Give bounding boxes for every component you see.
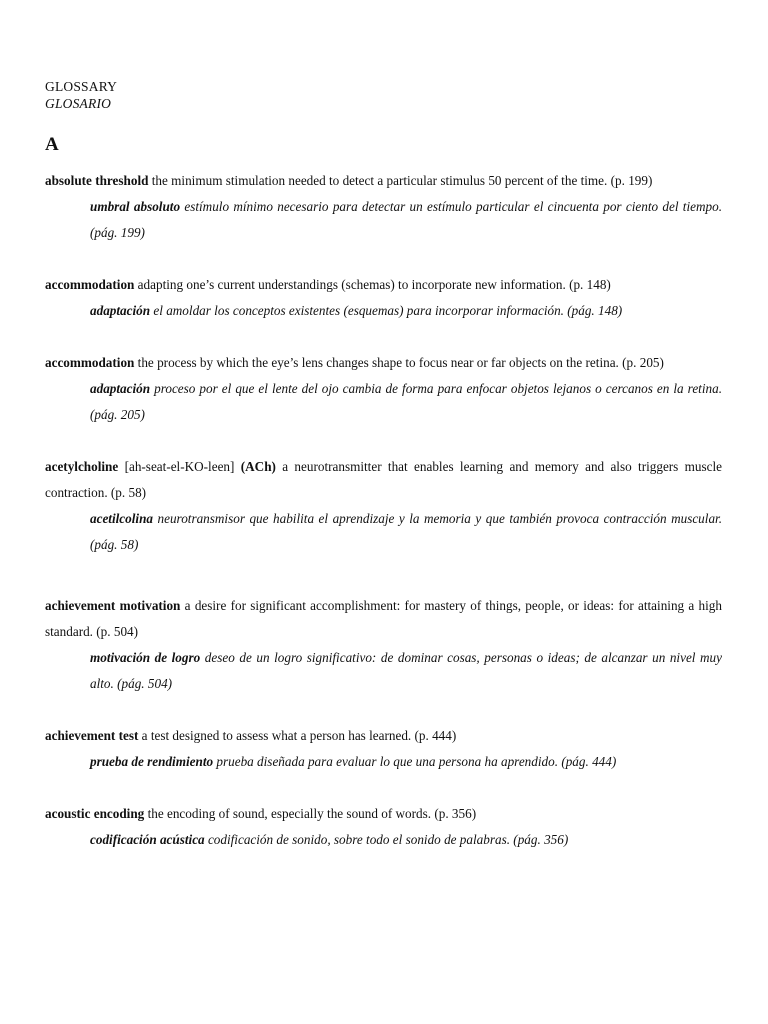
glossary-entry [45, 801, 722, 853]
english-definition-text: the process by which the eye’s lens changes shape to focus near or far objects on the retina. (p. 205) [134, 355, 664, 370]
spanish-definition-text: prueba diseñada para evaluar lo que una persona ha aprendido. (pág. 444) [213, 754, 617, 769]
glossary-entry [45, 593, 722, 697]
glosario-title: GLOSARIO [45, 96, 112, 111]
english-term: accommodation [45, 355, 135, 370]
english-definition-text: a test designed to assess what a person has learned. (p. 444) [138, 728, 457, 743]
spanish-definition [90, 645, 722, 697]
glossary-entry [45, 454, 722, 558]
english-definition-text: a desire for significant accomplishment: for mastery of things, people, or ideas: for attaining a high standard. (p. 504) [45, 598, 722, 639]
spanish-definition-text: neurotransmisor que habilita el aprendizaje y la memoria y que también provoca contracción muscular. (pág. 58) [90, 511, 722, 552]
spanish-definition-text: el amoldar los conceptos existentes (esquemas) para incorporar información. (pág. 148) [150, 303, 623, 318]
glossary-entry [45, 723, 722, 775]
spanish-term: motivación de logro [90, 650, 201, 665]
section-letter-heading: A [45, 134, 59, 155]
spanish-term: prueba de rendimiento [90, 754, 214, 769]
spanish-definition [90, 506, 722, 558]
english-term: acoustic encoding [45, 806, 145, 821]
english-definition [45, 350, 722, 376]
spanish-definition-text: codificación de sonido, sobre todo el sonido de palabras. (pág. 356) [204, 832, 569, 847]
english-definition-text: the minimum stimulation needed to detect a particular stimulus 50 percent of the time. (p. 199) [148, 173, 653, 188]
spanish-definition-text: estímulo mínimo necesario para detectar un estímulo particular el cincuenta por ciento del tiempo. (pág. 199) [90, 199, 722, 240]
spanish-term: adaptación [90, 381, 151, 396]
spanish-definition [90, 827, 722, 853]
glossary-entry [45, 350, 722, 428]
english-definition [45, 454, 722, 506]
english-term: accommodation [45, 277, 135, 292]
pronunciation: [ah-seat-el-KO-leen] [118, 459, 241, 474]
spanish-term: umbral absoluto [90, 199, 181, 214]
english-definition-text: adapting one’s current understandings (schemas) to incorporate new information. (p. 148) [134, 277, 611, 292]
glossary-entry [45, 168, 722, 246]
english-definition-text: the encoding of sound, especially the sound of words. (p. 356) [144, 806, 477, 821]
glossary-entry [45, 272, 722, 324]
spanish-definition [90, 298, 722, 324]
english-term: absolute threshold [45, 173, 149, 188]
english-term: achievement test [45, 728, 139, 743]
spanish-term: codificación acústica [90, 832, 205, 847]
spanish-definition [90, 194, 722, 246]
english-term: achievement motivation [45, 598, 181, 613]
english-definition [45, 723, 722, 749]
english-definition [45, 168, 722, 194]
glossary-title: GLOSSARY [45, 79, 118, 94]
english-definition [45, 272, 722, 298]
spanish-definition-text: proceso por el que el lente del ojo cambia de forma para enfocar objetos lejanos o cercanos en la retina. (pág. 205) [90, 381, 722, 422]
english-definition [45, 801, 722, 827]
english-definition-text: a neurotransmitter that enables learning and memory and also triggers muscle contraction. (p. 58) [45, 459, 723, 500]
english-term: acetylcholine [45, 459, 119, 474]
spanish-definition-text: deseo de un logro significativo: de dominar cosas, personas o ideas; de alcanzar un nivel muy alto. (pág. 504) [90, 650, 722, 691]
english-definition [45, 593, 722, 645]
spanish-term: acetilcolina [90, 511, 153, 526]
spanish-term: adaptación [90, 303, 151, 318]
spanish-definition [90, 749, 722, 775]
abbreviation: (ACh) [240, 459, 276, 474]
spanish-definition [90, 376, 722, 428]
